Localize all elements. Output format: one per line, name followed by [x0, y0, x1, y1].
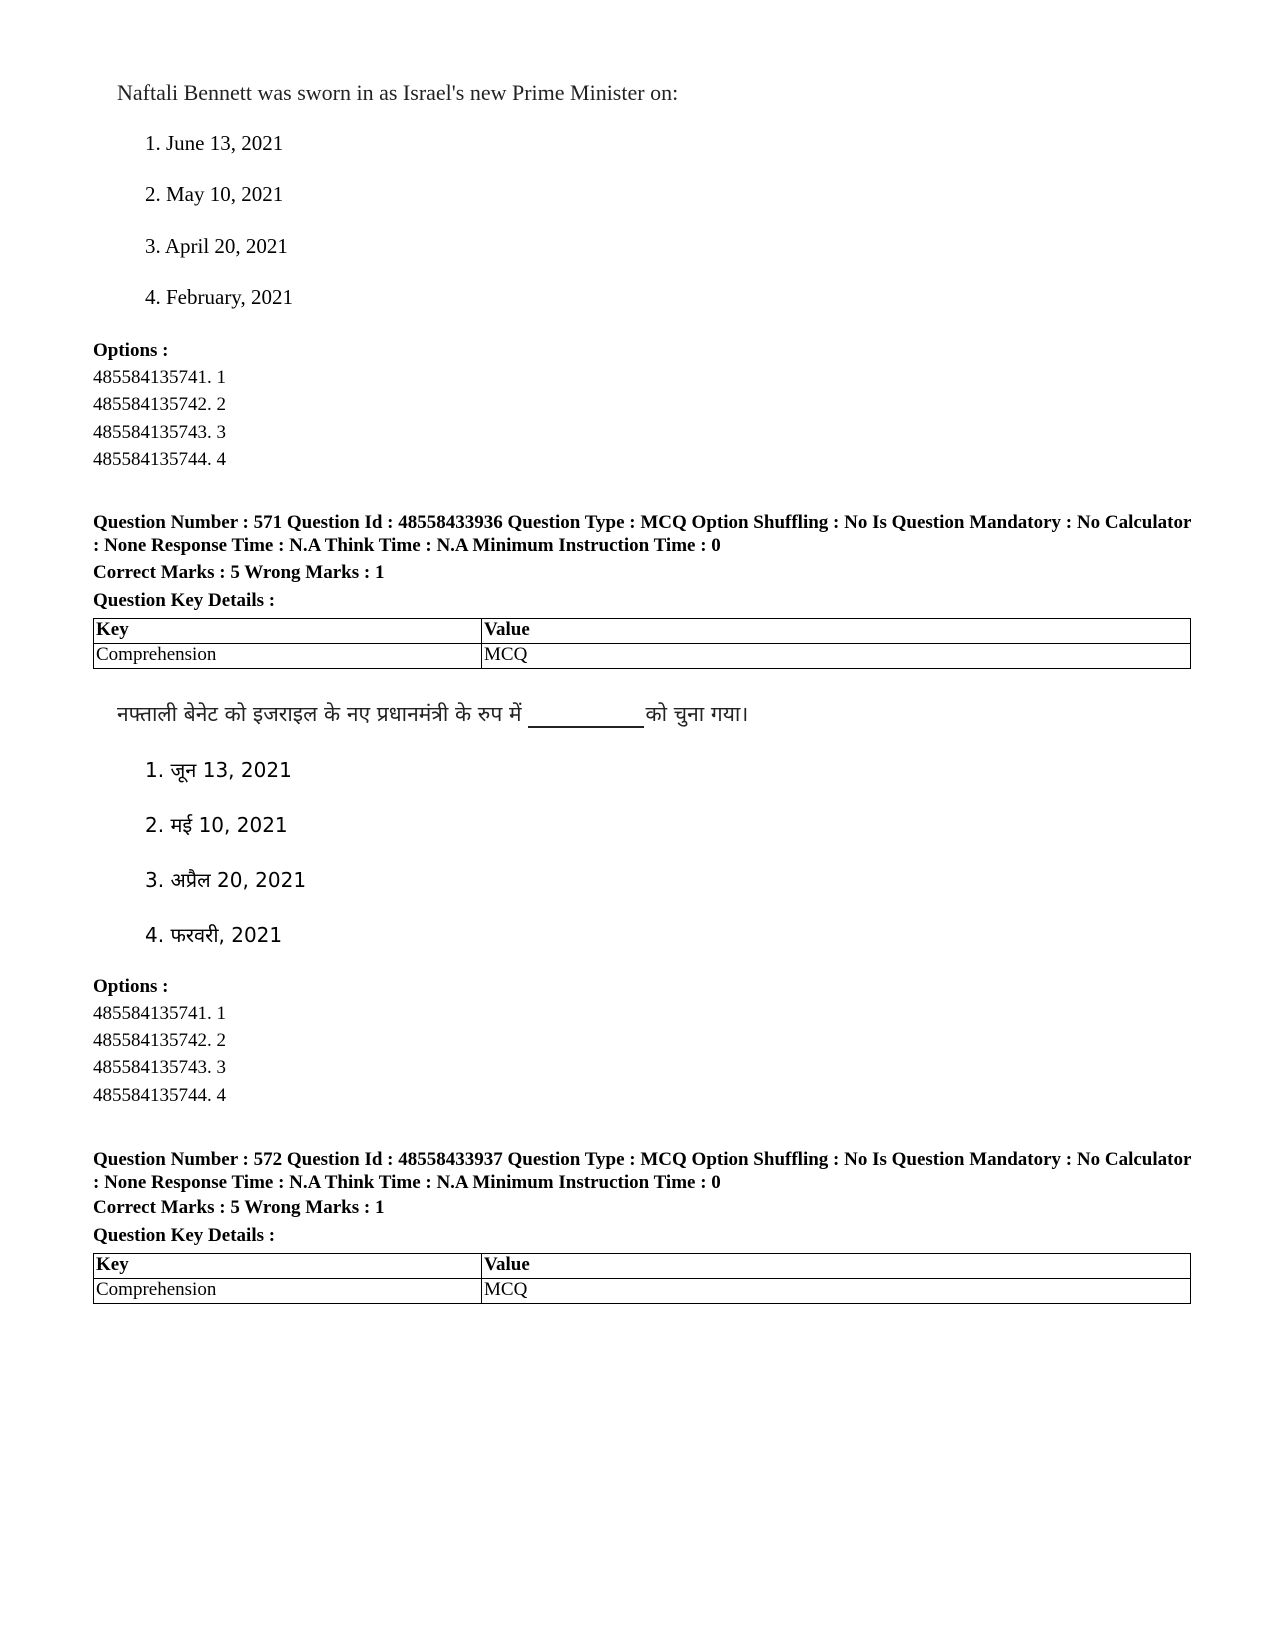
question-text-hindi: [117, 700, 748, 728]
question-meta-572: Question Number : 572 Question Id : 48558433937 Question Type : MCQ Option Shuffling : No Is Question Mandatory : No Calculator : None Response Time : N.A Think Time : N.A Minimum Instruction Time : 0: [93, 1149, 1192, 1193]
choice-2: 2. मई 10, 2021: [145, 813, 288, 837]
option-line: 485584135742. 2: [93, 1030, 226, 1051]
table-header-key: Key: [94, 619, 482, 644]
option-line: 485584135741. 1: [93, 367, 226, 388]
option-line: 485584135743. 3: [93, 1057, 226, 1078]
choice-1: 1. June 13, 2021: [145, 131, 284, 155]
table-row: [94, 1279, 1191, 1304]
table-header-key: Key: [94, 1254, 482, 1279]
option-line: 485584135741. 1: [93, 1003, 226, 1024]
marks-572: Correct Marks : 5 Wrong Marks : 1: [93, 1197, 385, 1218]
table-cell-value: MCQ: [482, 644, 1191, 669]
option-line: 485584135744. 4: [93, 1085, 226, 1106]
table-cell-key: Comprehension: [94, 1279, 482, 1304]
option-line: 485584135744. 4: [93, 449, 226, 470]
key-details-table-572: [93, 1253, 1191, 1304]
key-details-title-572: Question Key Details :: [93, 1225, 276, 1246]
question-meta-571: Question Number : 571 Question Id : 48558433936 Question Type : MCQ Option Shuffling : No Is Question Mandatory : No Calculator : None Response Time : N.A Think Time : N.A Minimum Instruction Time : 0: [93, 512, 1192, 556]
key-details-title-571: Question Key Details :: [93, 590, 276, 611]
options-title: Options :: [93, 340, 169, 361]
table-cell-key: Comprehension: [94, 644, 482, 669]
choice-2: 2. May 10, 2021: [145, 182, 284, 206]
choice-4: 4. February, 2021: [145, 285, 293, 309]
table-header-value: Value: [482, 619, 1191, 644]
choice-1: 1. जून 13, 2021: [145, 758, 292, 782]
fill-blank: [528, 704, 644, 728]
question-image-hindi: [117, 700, 748, 728]
table-header-value: Value: [482, 1254, 1191, 1279]
choice-4: 4. फरवरी, 2021: [145, 923, 283, 947]
choice-3: 3. April 20, 2021: [145, 234, 288, 258]
key-details-table-571: [93, 618, 1191, 669]
marks-571: Correct Marks : 5 Wrong Marks : 1: [93, 562, 385, 583]
table-cell-value: MCQ: [482, 1279, 1191, 1304]
question-text: Naftali Bennett was sworn in as Israel's new Prime Minister on:: [117, 80, 679, 105]
table-row: [94, 644, 1191, 669]
table-header-row: [94, 619, 1191, 644]
options-title: Options :: [93, 976, 169, 997]
choice-3: 3. अप्रैल 20, 2021: [145, 868, 307, 892]
option-line: 485584135743. 3: [93, 422, 226, 443]
question-text-hindi-part2: को चुना गया।: [645, 702, 749, 726]
question-text-hindi-part1: नफ्ताली बेनेट को इजराइल के नए प्रधानमंत्री के रुप में: [117, 702, 522, 726]
table-header-row: [94, 1254, 1191, 1279]
question-image-english: [117, 80, 678, 106]
option-line: 485584135742. 2: [93, 394, 226, 415]
